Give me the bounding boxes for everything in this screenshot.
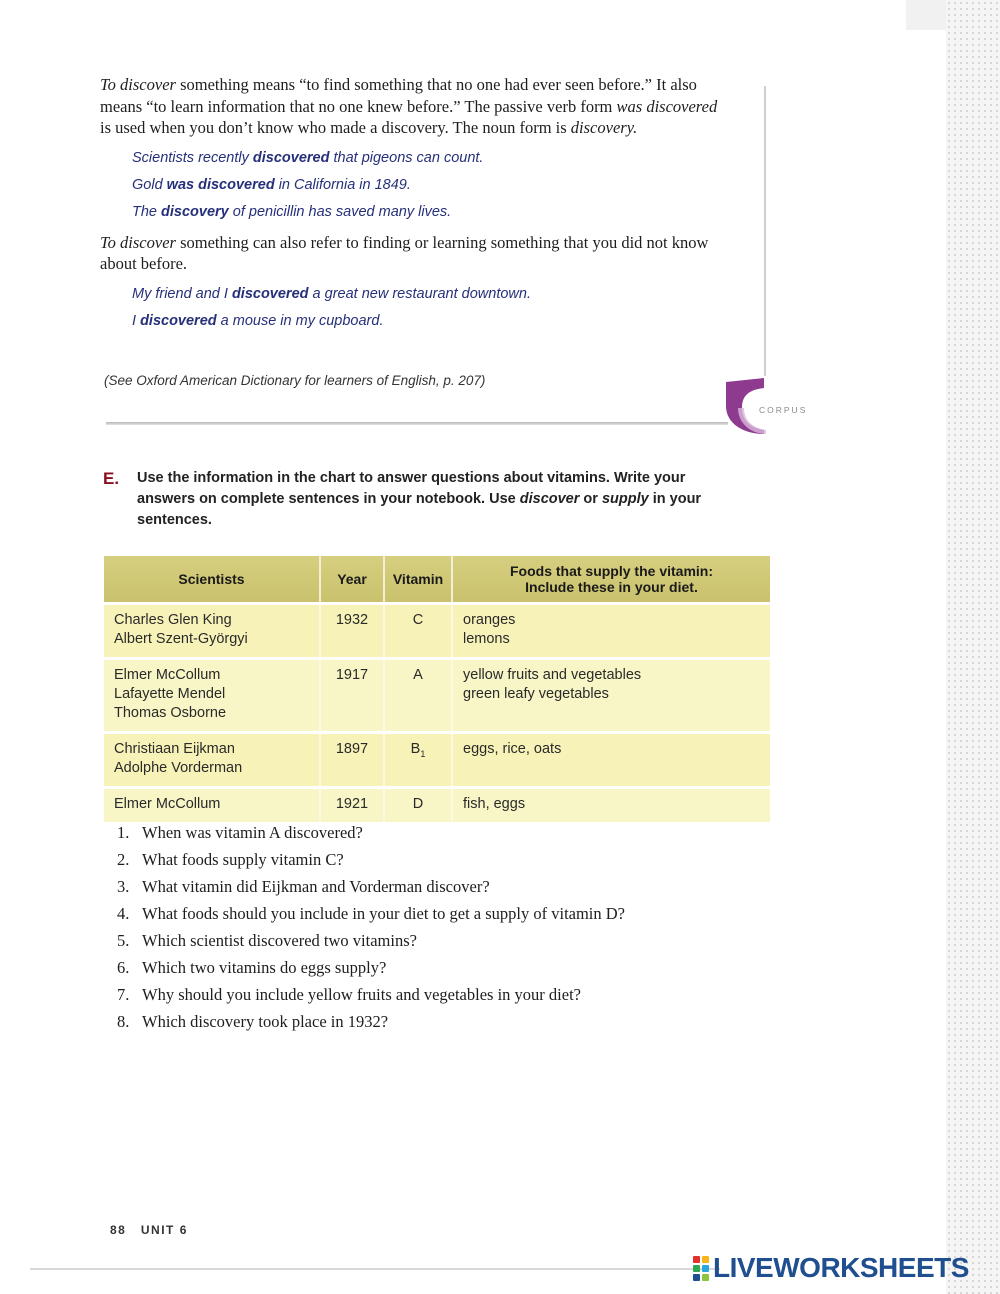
text-run: supply [601, 491, 649, 507]
question-item [117, 984, 625, 1011]
question-text: What foods should you include in your diet to get a supply of vitamin D? [142, 904, 626, 923]
definition-examples-1 [100, 145, 720, 226]
text-run: that pigeons can count. [329, 149, 484, 166]
vitamin-letter: C [412, 612, 424, 628]
text-run: discover [519, 491, 580, 507]
text-run: To discover [100, 75, 176, 94]
header-foods-line-1: Foods that supply the vitamin: [509, 563, 713, 579]
text-run: discovery [161, 203, 229, 220]
exercise-letter: E. [103, 469, 120, 488]
cell-vitamin [384, 604, 452, 659]
definition-paragraph-1 [100, 74, 720, 139]
food-item: oranges [463, 612, 516, 628]
food-item: eggs, rice, oats [463, 741, 562, 757]
scientist-name: Adolphe Vorderman [114, 760, 243, 776]
corpus-label: CORPUS [759, 405, 808, 415]
cell-vitamin [384, 733, 452, 788]
question-item [117, 957, 625, 984]
question-number: 1. [117, 823, 130, 842]
scientist-name: Elmer McCollum [114, 796, 221, 812]
table-header-row [104, 556, 770, 604]
scientist-name: Charles Glen King [114, 612, 232, 628]
question-text: What foods supply vitamin C? [142, 850, 344, 869]
example-sentence [132, 281, 720, 308]
liveworksheets-grid-icon [693, 1256, 709, 1281]
question-text: What vitamin did Eijkman and Vorderman discover? [142, 877, 490, 896]
question-number: 8. [117, 1012, 130, 1031]
unit-label: UNIT 6 [140, 1223, 188, 1237]
text-run: Gold [132, 176, 167, 193]
text-run: was discovered [166, 176, 275, 193]
definition-examples-2 [100, 281, 720, 335]
definition-box [100, 74, 720, 335]
page-number: 88 [110, 1223, 127, 1237]
header-vitamin: Vitamin [384, 556, 452, 604]
question-item [117, 903, 625, 930]
text-run: Scientists recently [132, 149, 253, 166]
example-sentence [132, 308, 720, 335]
cell-scientists [104, 733, 320, 788]
text-run: a great new restaurant downtown. [308, 285, 531, 302]
cell-foods [452, 788, 770, 823]
cell-foods [452, 604, 770, 659]
logo-tile [702, 1274, 709, 1281]
header-scientists: Scientists [104, 556, 320, 604]
header-foods [452, 556, 770, 604]
cell-scientists [104, 659, 320, 733]
question-number: 2. [117, 850, 130, 869]
text-run: something means “to find something that no one had ever seen before.” It also means “to learn information that no one knew before.” The passive verb form [100, 75, 697, 116]
bottom-rule [30, 1268, 720, 1270]
liveworksheets-wordmark: LIVEWORKSHEETS [713, 1252, 969, 1283]
text-run: Use the information in the chart to answer questions about vitamins. Write your answers on complete sentences in your notebook. Use [137, 470, 686, 507]
scan-shadow [906, 0, 946, 30]
text-run: discovered [252, 149, 330, 166]
vitamin-letter: B [410, 741, 421, 757]
question-number: 3. [117, 877, 130, 896]
logo-tile [693, 1274, 700, 1281]
cell-scientists [104, 604, 320, 659]
food-item: yellow fruits and vegetables [463, 667, 642, 683]
example-sentence [132, 199, 720, 226]
example-sentence [132, 145, 720, 172]
page-footer [110, 1223, 188, 1237]
cell-year: 1921 [320, 788, 384, 823]
text-run: discovery. [570, 118, 638, 137]
cell-scientists [104, 788, 320, 823]
logo-tile [702, 1265, 709, 1272]
table-row [104, 733, 770, 788]
logo-tile [702, 1256, 709, 1263]
text-run: a mouse in my cupboard. [216, 312, 384, 329]
question-text: Which scientist discovered two vitamins? [142, 931, 417, 950]
scientist-name: Albert Szent-Györgyi [114, 631, 248, 647]
definition-paragraph-2 [100, 232, 720, 275]
text-run: discovered [231, 285, 309, 302]
header-foods-line-2: Include these in your diet. [525, 579, 698, 595]
cell-vitamin [384, 659, 452, 733]
cell-foods [452, 733, 770, 788]
logo-tile [693, 1256, 700, 1263]
logo-tile [693, 1265, 700, 1272]
question-number: 4. [117, 904, 130, 923]
box-border-bottom [106, 422, 728, 425]
vitamin-letter: D [412, 796, 424, 812]
question-number: 6. [117, 958, 130, 977]
text-run: was discovered [616, 96, 718, 116]
vitamin-letter: A [413, 667, 423, 683]
liveworksheets-logo [693, 1253, 969, 1283]
text-run: something can also refer to finding or learning something that you did not know about before. [100, 232, 709, 273]
dictionary-reference: (See Oxford American Dictionary for learners of English, p. 207) [104, 373, 486, 388]
question-item [117, 930, 625, 957]
text-run: in California in 1849. [274, 176, 411, 193]
questions-list [117, 822, 625, 1038]
text-run: of penicillin has saved many lives. [228, 203, 452, 220]
cell-foods [452, 659, 770, 733]
question-item [117, 849, 625, 876]
scientist-name: Elmer McCollum [114, 667, 221, 683]
question-number: 5. [117, 931, 130, 950]
scientist-name: Lafayette Mendel [114, 686, 226, 702]
question-item [117, 822, 625, 849]
cell-vitamin [384, 788, 452, 823]
question-text: Which two vitamins do eggs supply? [142, 958, 387, 977]
text-run: discovered [140, 312, 217, 329]
cell-year: 1932 [320, 604, 384, 659]
question-item [117, 876, 625, 903]
exercise-instructions [137, 468, 737, 531]
question-text: When was vitamin A discovered? [142, 823, 363, 842]
table-row [104, 788, 770, 823]
question-item [117, 1011, 625, 1038]
question-text: Which discovery took place in 1932? [142, 1012, 389, 1031]
text-run: The [132, 203, 162, 220]
text-run: or [579, 491, 602, 507]
vitamin-subscript: 1 [420, 748, 426, 759]
food-item: fish, eggs [463, 796, 526, 812]
header-year: Year [320, 556, 384, 604]
vitamins-table [104, 556, 770, 822]
table-row [104, 659, 770, 733]
cell-year: 1917 [320, 659, 384, 733]
text-run: is used when you don’t know who made a discovery. The noun form is [100, 118, 571, 137]
example-sentence [132, 172, 720, 199]
text-run: I [132, 312, 141, 329]
page-edge-dots [946, 0, 1000, 1294]
box-border-right [764, 86, 766, 376]
food-item: lemons [463, 631, 510, 647]
question-number: 7. [117, 985, 130, 1004]
food-item: green leafy vegetables [463, 686, 609, 702]
cell-year: 1897 [320, 733, 384, 788]
scientist-name: Thomas Osborne [114, 705, 227, 721]
text-run: in your sentences. [137, 491, 702, 528]
table-row [104, 604, 770, 659]
question-text: Why should you include yellow fruits and vegetables in your diet? [142, 985, 581, 1004]
scientist-name: Christiaan Eijkman [114, 741, 235, 757]
text-run: To discover [100, 232, 176, 252]
text-run: My friend and I [132, 285, 232, 302]
